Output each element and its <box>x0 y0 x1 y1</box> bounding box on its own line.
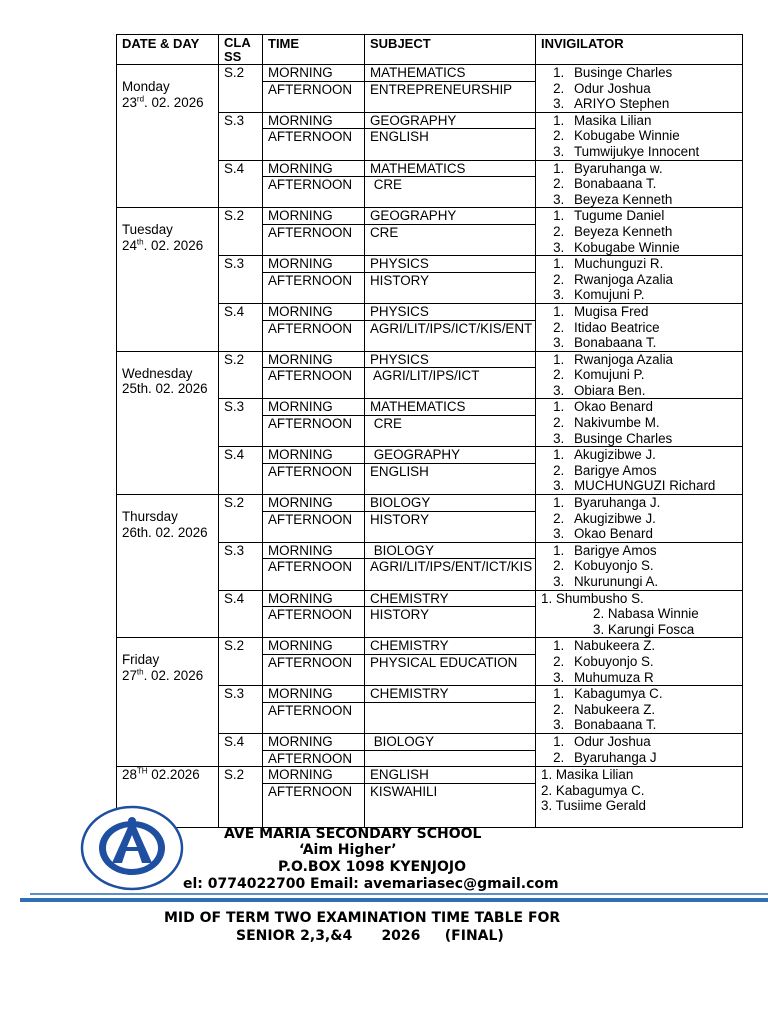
subject-name: CRE <box>365 176 535 193</box>
invigilator-name: 1. Nabukeera Z. <box>568 638 742 654</box>
date-ordinal: th <box>136 667 144 677</box>
time-slot: AFTERNOON <box>263 224 364 241</box>
subject-cell <box>365 542 536 590</box>
time-slot: AFTERNOON <box>263 606 364 623</box>
subject-name: CHEMISTRY <box>370 638 449 654</box>
document-title-line1: MID OF TERM TWO EXAMINATION TIME TABLE FOR <box>164 910 561 926</box>
class-cell: S.3 <box>219 399 263 447</box>
time-slot: AFTERNOON <box>263 320 364 337</box>
date-prefix: 26th. 02. 2026 <box>122 524 208 540</box>
subject-cell <box>365 638 536 686</box>
subject-cell <box>365 208 536 256</box>
invigilator-cell <box>536 767 743 828</box>
invigilator-name: 3. Muhumuza R <box>568 670 742 686</box>
invigilator-cell <box>536 542 743 590</box>
school-motto: ‘Aim Higher’ <box>299 842 397 858</box>
time-slot: MORNING <box>268 590 333 606</box>
invigilator-name: 1. Businge Charles <box>568 65 742 81</box>
subject-name: CHEMISTRY <box>370 686 449 702</box>
class-cell: S.4 <box>219 303 263 351</box>
table-row <box>117 495 743 543</box>
invigilator-list <box>541 113 742 160</box>
subject-cell <box>365 65 536 113</box>
invigilator-name: 2. Kobuyonjo S. <box>568 654 742 670</box>
invigilator-name: 1. Okao Benard <box>568 399 742 415</box>
date-prefix: 27 <box>122 667 137 683</box>
subject-name <box>365 702 535 719</box>
invigilator-name: 1. Byaruhanga w. <box>568 161 742 177</box>
invigilator-list <box>541 638 742 685</box>
day-date <box>122 767 218 783</box>
time-slot: MORNING <box>268 447 333 463</box>
invigilator-list <box>541 304 742 351</box>
invigilator-name: 2. Nabasa Winnie <box>593 606 699 622</box>
class-cell: S.3 <box>219 112 263 160</box>
time-cell <box>263 542 365 590</box>
subject-cell <box>365 686 536 734</box>
invigilator-name: 1. Masika Lilian <box>568 113 742 129</box>
invigilator-name: 1. Tugume Daniel <box>568 208 742 224</box>
class-cell: S.3 <box>219 542 263 590</box>
subject-cell <box>365 590 536 638</box>
header-class: CLA SS <box>219 35 263 65</box>
invigilator-name: 3. Nkurunungi A. <box>568 574 742 590</box>
subject-name: CRE <box>365 224 535 241</box>
invigilator-cell <box>536 447 743 495</box>
timetable <box>116 34 743 828</box>
time-slot: AFTERNOON <box>263 272 364 289</box>
invigilator-name: 2. Itidao Beatrice <box>568 320 742 336</box>
subject-name <box>365 750 535 767</box>
invigilator-name: 3. Komujuni P. <box>568 287 742 303</box>
time-cell <box>263 256 365 304</box>
day-date <box>122 525 218 541</box>
invigilator-cell <box>536 638 743 686</box>
time-slot: MORNING <box>268 399 333 415</box>
day-cell <box>117 638 219 767</box>
subject-cell <box>365 447 536 495</box>
invigilator-name: 2. Kobugabe Winnie <box>568 128 742 144</box>
date-suffix: . 02. 2026 <box>144 94 204 110</box>
invigilator-list <box>541 734 742 765</box>
invigilator-name: 2. Rwanjoga Azalia <box>568 272 742 288</box>
invigilator-name: 1. Odur Joshua <box>568 734 742 750</box>
time-slot: AFTERNOON <box>263 558 364 575</box>
invigilator-name: 1. Masika Lilian <box>541 767 634 783</box>
subject-name: KISWAHILI <box>365 783 535 800</box>
invigilator-name: 2. Akugizibwe J. <box>568 511 742 527</box>
subject-name: ENTREPRENEURSHIP <box>365 81 535 98</box>
invigilator-name: 3. Bonabaana T. <box>568 717 742 733</box>
time-slot: AFTERNOON <box>263 176 364 193</box>
time-slot: MORNING <box>268 351 333 367</box>
invigilator-name: 3. Obiara Ben. <box>568 383 742 399</box>
time-slot: MORNING <box>268 208 333 224</box>
subject-name: PHYSICS <box>370 303 429 319</box>
day-cell <box>117 495 219 638</box>
table-row <box>117 208 743 256</box>
subject-name: MATHEMATICS <box>370 399 466 415</box>
subject-name: BIOLOGY <box>370 495 431 511</box>
class-cell: S.2 <box>219 351 263 399</box>
invigilator-cell <box>536 112 743 160</box>
subject-cell <box>365 399 536 447</box>
time-slot: MORNING <box>268 160 333 176</box>
day-name: Wednesday <box>122 365 193 381</box>
invigilator-name: 3. MUCHUNGUZI Richard <box>568 478 742 494</box>
time-cell <box>263 590 365 638</box>
date-suffix: . 02. 2026 <box>143 237 204 253</box>
subject-name: HISTORY <box>365 511 535 528</box>
subject-cell <box>365 733 536 766</box>
school-logo <box>80 805 184 891</box>
invigilator-name: 2. Komujuni P. <box>568 367 742 383</box>
time-cell <box>263 638 365 686</box>
time-slot: MORNING <box>268 733 333 749</box>
invigilator-name: 2. Nakivumbe M. <box>568 415 742 431</box>
invigilator-cell <box>536 733 743 766</box>
invigilator-list <box>541 543 742 590</box>
school-contact: el: 0774022700 Email: avemariasec@gmail.com <box>183 876 559 892</box>
subject-name: HISTORY <box>365 272 535 289</box>
day-cell <box>117 208 219 351</box>
subject-name: ENGLISH <box>365 463 535 480</box>
day-date <box>122 668 218 684</box>
invigilator-name: 3. Bonabaana T. <box>568 335 742 351</box>
invigilator-name: 3. Tumwijukye Innocent <box>568 144 742 160</box>
invigilator-cell <box>536 256 743 304</box>
subject-name: HISTORY <box>365 606 535 623</box>
date-ordinal: th <box>136 237 144 247</box>
invigilator-name: 3. Tusiime Gerald <box>541 798 646 814</box>
invigilator-cell <box>536 686 743 734</box>
time-slot: AFTERNOON <box>263 128 364 145</box>
table-row <box>117 65 743 113</box>
time-cell <box>263 65 365 113</box>
invigilator-cell <box>536 495 743 543</box>
date-prefix: 25th. 02. 2026 <box>122 381 208 397</box>
invigilator-name: 1. Mugisa Fred <box>568 304 742 320</box>
subject-name: PHYSICS <box>370 256 429 272</box>
header-divider <box>30 893 768 895</box>
time-slot: AFTERNOON <box>263 367 364 384</box>
invigilator-name: 1. Kabagumya C. <box>568 686 742 702</box>
invigilator-cell <box>536 208 743 256</box>
subject-name: PHYSICS <box>370 351 429 367</box>
table-row <box>117 638 743 686</box>
day-cell <box>117 65 219 208</box>
invigilator-cell <box>536 303 743 351</box>
time-slot: AFTERNOON <box>263 654 364 671</box>
invigilator-list <box>541 399 742 446</box>
subject-cell <box>365 767 536 828</box>
class-cell: S.4 <box>219 160 263 208</box>
invigilator-name: 1. Shumbusho S. <box>541 590 644 606</box>
time-slot: MORNING <box>268 686 333 702</box>
subject-name: GEOGRAPHY <box>370 112 457 128</box>
header-date: DATE & DAY <box>117 35 219 65</box>
school-address: P.O.BOX 1098 KYENJOJO <box>278 859 466 875</box>
class-cell: S.4 <box>219 733 263 766</box>
invigilator-name: 2. Kobuyonjo S. <box>568 558 742 574</box>
invigilator-name: 3. ARIYO Stephen <box>568 96 742 112</box>
header-subject: SUBJECT <box>365 35 536 65</box>
invigilator-list <box>541 686 742 733</box>
subject-name: CRE <box>365 415 535 432</box>
subject-name: BIOLOGY <box>370 542 434 558</box>
class-cell: S.4 <box>219 590 263 638</box>
invigilator-name: 3. Kobugabe Winnie <box>568 240 742 256</box>
invigilator-list <box>541 256 742 303</box>
subject-cell <box>365 256 536 304</box>
subject-cell <box>365 160 536 208</box>
subject-cell <box>365 351 536 399</box>
time-cell <box>263 399 365 447</box>
subject-name: MATHEMATICS <box>370 160 466 176</box>
class-cell: S.3 <box>219 686 263 734</box>
header-invigilator: INVIGILATOR <box>536 35 743 65</box>
time-slot: AFTERNOON <box>263 783 364 800</box>
time-cell <box>263 447 365 495</box>
invigilator-cell <box>536 160 743 208</box>
invigilator-list <box>541 495 742 542</box>
invigilator-name: 2. Byaruhanga J <box>568 750 742 766</box>
date-ordinal: TH <box>136 766 148 776</box>
invigilator-name: 1. Rwanjoga Azalia <box>568 352 742 368</box>
subject-name: CHEMISTRY <box>370 590 449 606</box>
invigilator-list <box>541 65 742 112</box>
time-cell <box>263 112 365 160</box>
day-date <box>122 381 218 397</box>
invigilator-cell <box>536 399 743 447</box>
time-cell <box>263 208 365 256</box>
time-slot: AFTERNOON <box>263 463 364 480</box>
date-suffix: . 02. 2026 <box>143 667 204 683</box>
invigilator-name: 2. Bonabaana T. <box>568 176 742 192</box>
invigilator-name: 2. Nabukeera Z. <box>568 702 742 718</box>
subject-name: AGRI/LIT/IPS/ENT/ICT/KIS <box>365 558 535 575</box>
subject-name: GEOGRAPHY <box>370 208 457 224</box>
subject-name: ENGLISH <box>370 767 429 783</box>
invigilator-name: 1. Byaruhanga J. <box>568 495 742 511</box>
subject-cell <box>365 112 536 160</box>
time-cell <box>263 767 365 828</box>
subject-name: GEOGRAPHY <box>370 447 461 463</box>
subject-name: MATHEMATICS <box>370 65 466 80</box>
invigilator-cell <box>536 65 743 113</box>
time-slot: AFTERNOON <box>263 702 364 719</box>
invigilator-name: 2. Kabagumya C. <box>541 782 645 798</box>
subject-cell <box>365 495 536 543</box>
day-name: Monday <box>122 79 170 94</box>
day-cell <box>117 351 219 494</box>
document-title-line2: SENIOR 2,3,&4 2026 (FINAL) <box>236 928 504 944</box>
invigilator-name: 2. Beyeza Kenneth <box>568 224 742 240</box>
time-slot: MORNING <box>268 495 333 511</box>
time-cell <box>263 495 365 543</box>
time-slot: AFTERNOON <box>263 511 364 528</box>
subject-name: AGRI/LIT/IPS/ICT/KIS/ENT <box>365 320 535 337</box>
subject-name: AGRI/LIT/IPS/ICT <box>365 367 535 384</box>
class-cell: S.2 <box>219 495 263 543</box>
invigilator-cell <box>536 351 743 399</box>
class-cell: S.2 <box>219 638 263 686</box>
invigilator-list <box>541 447 742 494</box>
invigilator-list <box>541 352 742 399</box>
time-slot: MORNING <box>268 65 333 80</box>
class-cell: S.4 <box>219 447 263 495</box>
invigilator-name: 2. Odur Joshua <box>568 81 742 97</box>
time-cell <box>263 351 365 399</box>
subject-name: PHYSICAL EDUCATION <box>365 654 535 671</box>
class-cell: S.2 <box>219 767 263 828</box>
invigilator-list <box>541 161 742 208</box>
subject-name: ENGLISH <box>365 128 535 145</box>
day-date <box>122 238 218 254</box>
time-slot: AFTERNOON <box>263 750 364 767</box>
time-cell <box>263 303 365 351</box>
time-cell <box>263 733 365 766</box>
time-cell <box>263 686 365 734</box>
header-divider-thick <box>20 898 768 902</box>
invigilator-name: 3. Beyeza Kenneth <box>568 192 742 208</box>
header-time: TIME <box>263 35 365 65</box>
date-prefix: 24 <box>122 237 137 253</box>
date-suffix: 02.2026 <box>147 767 200 783</box>
day-name: Thursday <box>122 509 178 525</box>
invigilator-name: 3. Businge Charles <box>568 431 742 447</box>
table-row <box>117 351 743 399</box>
invigilator-name: 1. Muchunguzi R. <box>568 256 742 272</box>
day-date <box>122 95 218 111</box>
invigilator-cell <box>536 590 743 638</box>
table-row <box>117 767 743 828</box>
time-slot: MORNING <box>268 112 333 128</box>
time-slot: MORNING <box>268 256 333 272</box>
class-cell: S.3 <box>219 256 263 304</box>
day-name: Friday <box>122 652 160 668</box>
invigilator-name: 3. Okao Benard <box>568 526 742 542</box>
invigilator-list <box>541 208 742 255</box>
invigilator-name: 2. Barigye Amos <box>568 463 742 479</box>
time-cell <box>263 160 365 208</box>
date-prefix: 23 <box>122 94 137 110</box>
school-name: AVE MARIA SECONDARY SCHOOL <box>224 826 482 842</box>
class-cell: S.2 <box>219 65 263 113</box>
invigilator-name: 3. Karungi Fosca <box>593 621 695 637</box>
time-slot: MORNING <box>268 542 333 558</box>
time-slot: MORNING <box>268 638 333 654</box>
date-prefix: 28 <box>122 767 137 783</box>
day-name: Tuesday <box>122 222 173 238</box>
date-ordinal: rd <box>136 94 145 104</box>
subject-name: BIOLOGY <box>370 733 434 749</box>
time-slot: MORNING <box>268 767 333 783</box>
subject-cell <box>365 303 536 351</box>
time-slot: AFTERNOON <box>263 415 364 432</box>
invigilator-name: 1. Akugizibwe J. <box>568 447 742 463</box>
timetable-header-row <box>117 35 743 65</box>
time-slot: MORNING <box>268 303 333 319</box>
class-cell: S.2 <box>219 208 263 256</box>
time-slot: AFTERNOON <box>263 81 364 98</box>
invigilator-name: 1. Barigye Amos <box>568 543 742 559</box>
